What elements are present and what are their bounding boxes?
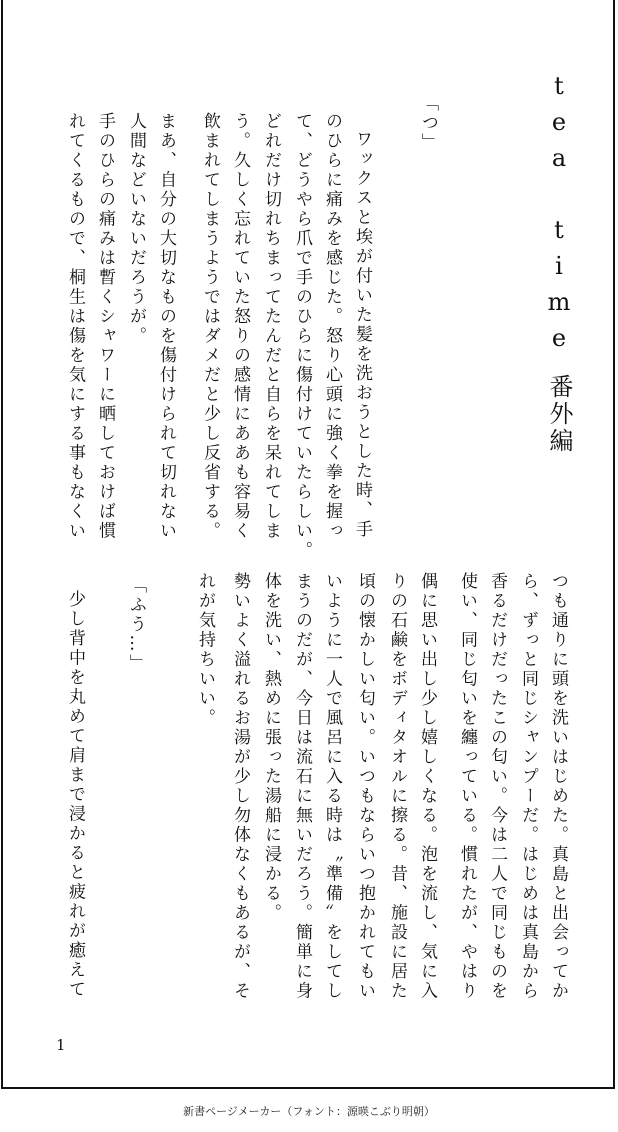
text-line: 飲まれてしまうようではダメだと少し反省する。	[200, 112, 220, 541]
title-sub: 番外編	[545, 374, 573, 455]
text-line: 「つ」	[418, 94, 438, 153]
text-line: れが気持ちいい。	[195, 572, 215, 728]
text-line: まうのだが、今日は流石に無いだろう。簡単に身	[292, 572, 312, 1001]
text-line: 偶に思い出し少し嬉しくなる。泡を流し、気に入	[417, 572, 437, 1001]
text-line: まあ、自分の大切なものを傷付けられて切れない	[156, 112, 176, 541]
text-line: ワックスと埃が付いた髪を洗おうとした時、手	[352, 130, 372, 540]
text-line: つも通りに頭を洗いはじめた。真島と出会ってか	[548, 572, 568, 1001]
text-line: 頃の懐かしい匂い。いつもならいつ抱かれてもい	[355, 572, 375, 1001]
text-line: 「ふう…」	[126, 576, 146, 674]
text-line: 少し背中を丸めて肩まで浸かると疲れが癒えて	[65, 590, 85, 1000]
text-line: 人間などいないだろうが。	[126, 112, 146, 346]
footer-caption: 新書ページメーカー（フォント：源暎こぶり明朝）	[183, 1105, 435, 1118]
text-line: 手のひらの痛みは暫くシャワーに晒しておけば慣	[95, 112, 115, 541]
text-line: どれだけ切れちまってたんだと自らを呆れてしま	[261, 112, 281, 541]
page-number: 1	[56, 1036, 66, 1054]
page-frame	[1, 0, 615, 1089]
text-line: う。久しく忘れていた怒りの感情にああも容易く	[230, 112, 250, 541]
page-title	[531, 72, 573, 455]
text-line: て、どうやら爪で手のひらに傷付けていたらしい。	[292, 112, 312, 561]
text-line: 体を洗い、熱めに張った湯船に浸かる。	[261, 572, 281, 923]
text-line: 使い、同じ匂いを纏っている。慣れたが、やはり	[457, 572, 477, 1001]
text-line: 勢いよく溢れるお湯が少し勿体なくもあるが、そ	[230, 572, 250, 1001]
text-line: 香るだけだったこの匂い。今は二人で同じものを	[487, 572, 507, 1001]
text-line: れてくるもので、桐生は傷を気にする事もなくい	[65, 112, 85, 541]
text-line: いように一人で風呂に入る時は〝準備〟をしてし	[322, 572, 342, 1001]
title-latin: tea time	[545, 72, 573, 360]
text-line: りの石鹸をボディタオルに擦る。昔、施設に居た	[387, 572, 407, 1001]
text-line: のひらに痛みを感じた。怒り心頭に強く拳を握っ	[322, 112, 342, 541]
text-line: ら、ずっと同じシャンプーだ。はじめは真島から	[518, 572, 538, 1001]
